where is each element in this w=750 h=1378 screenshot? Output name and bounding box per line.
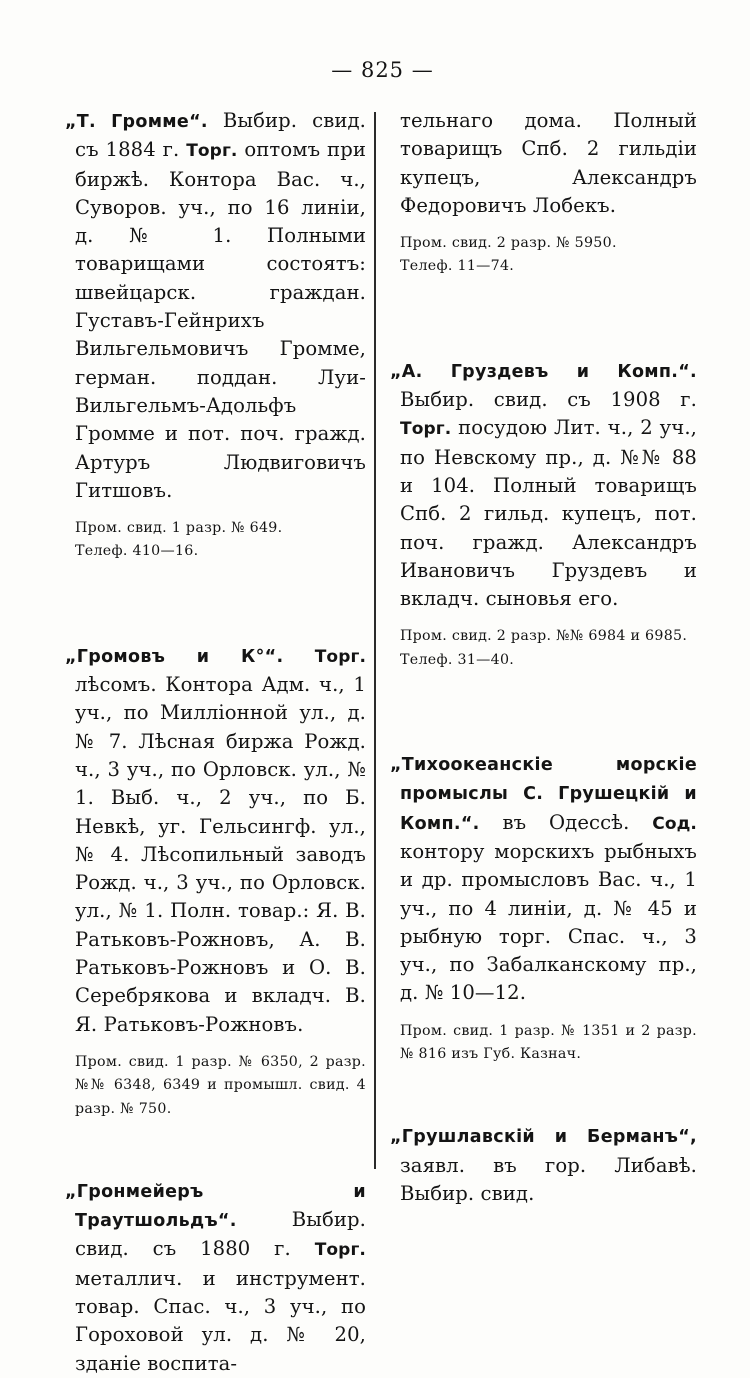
left-column [58,107,366,1378]
entry-gromov [58,642,366,1121]
entry-gronmeyer [58,1177,366,1378]
entry-text: „Гронмейеръ и Траутшольдъ“. Выбир. свид. съ 1880 г. Торг. металлич. и инструмент. товар. Спас. ч., 3 уч., по Гороховой ул. д. № 20, зданіе воспита- [65,1181,366,1375]
entry-continuation [383,107,697,279]
entry-text: „А. Груздевъ и Комп.“. Выбир. свид. съ 1908 г. Торг. посудою Лит. ч., 2 уч., по Невскому пр., д. №№ 88 и 104. Полный товарищъ Спб. 2 гильд. купецъ, пот. поч. гражд. Александръ Ивановичъ Груздевъ и вкладч. сыновья его. [390,361,697,611]
entry-grushlavsky [383,1122,697,1208]
license-info: Пром. свид. 1 разр. № 6350, 2 разр. №№ 6348, 6349 и промышл. свид. 4 разр. № 750. [75,1053,366,1117]
entry-text: тельнаго дома. Полный товарищъ Спб. 2 гильдіи купецъ, Александръ Федоровичъ Лобекъ. [400,109,697,217]
telephone: Телеф. 31—40. [400,651,515,668]
firm-name: „Тихоокеанскіе морскіе промыслы С. Грушецкій и Комп.“. [390,755,697,834]
firm-name: „Грушлавскій и Берманъ“, [390,1127,697,1148]
license-info: Пром. свид. 1 разр. № 1351 и 2 разр. № 816 изъ Губ. Казнач. [400,1022,697,1063]
entry-gruzdev [383,357,697,672]
entry-text: „Грушлавскій и Берманъ“, заявл. въ гор. Либавѣ. Выбир. свид. [390,1127,697,1205]
firm-name: „А. Груздевъ и Комп.“. [390,361,697,382]
firm-name: „Т. Громме“. [65,112,208,132]
entry-gromme [58,107,366,564]
firm-name: „Громовъ и К°“. [65,646,284,667]
entry-grushetsky [383,750,697,1066]
license-info: Пром. свид. 1 разр. № 649. [75,520,283,537]
firm-name: „Гронмейеръ и Траутшольдъ“. [65,1181,366,1232]
entry-text: „Громовъ и К°“. Торг. лѣсомъ. Контора Адм. ч., 1 уч., по Миллiонной ул., д. № 7. Лѣсная биржа Рожд. ч., 3 уч., по Орловск. ул., № 1. Выб. ч., 2 уч., по Б. Невкѣ, уг. Гельсингф. ул., № 4. Лѣсопильный заводъ Рожд. ч., 3 уч., по Орловск. ул., № 1. Полн. товар.: Я. В. Ратьковъ-Рожновъ, А. В. Ратьковъ-Рожновъ и О. В. Серебрякова и вкладч. В. Я. Ратьковъ-Рожновъ. [65,646,367,1036]
entry-text: „Т. Громме“. Выбир. свид. съ 1884 г. Торг. оптомъ при биржѣ. Контора Вас. ч., Суворов. уч., по 16 линіи, д. № 1. Полными товарищами состоятъ: швейцарск. граждан. Густавъ-Гейнрихъ Вильгельмовичъ Громме, герман. поддан. Луи-Вильгельмъ-Адольфъ Громме и пот. поч. гражд. Артуръ Людвиговичъ Гитшовъ. [65,109,366,502]
telephone: Телеф. 410—16. [75,543,199,560]
column-divider [374,112,376,1169]
page-number: — 825 — [331,58,434,82]
telephone: Телеф. 11—74. [400,258,515,275]
license-info: Пром. свид. 2 разр. №№ 6984 и 6985. [400,628,688,645]
right-column [383,107,697,1208]
entry-text: „Тихоокеанскіе морскіе промыслы С. Грушецкій и Комп.“. въ Одессѣ. Сод. контору морскихъ рыбныхъ и др. промысловъ Вас. ч., 1 уч., по 4 линіи, д. № 45 и рыбную торг. Спас. ч., 3 уч., по Забалканскому пр., д. № 10—12. [390,755,697,1005]
license-info: Пром. свид. 2 разр. № 5950. [400,235,617,252]
